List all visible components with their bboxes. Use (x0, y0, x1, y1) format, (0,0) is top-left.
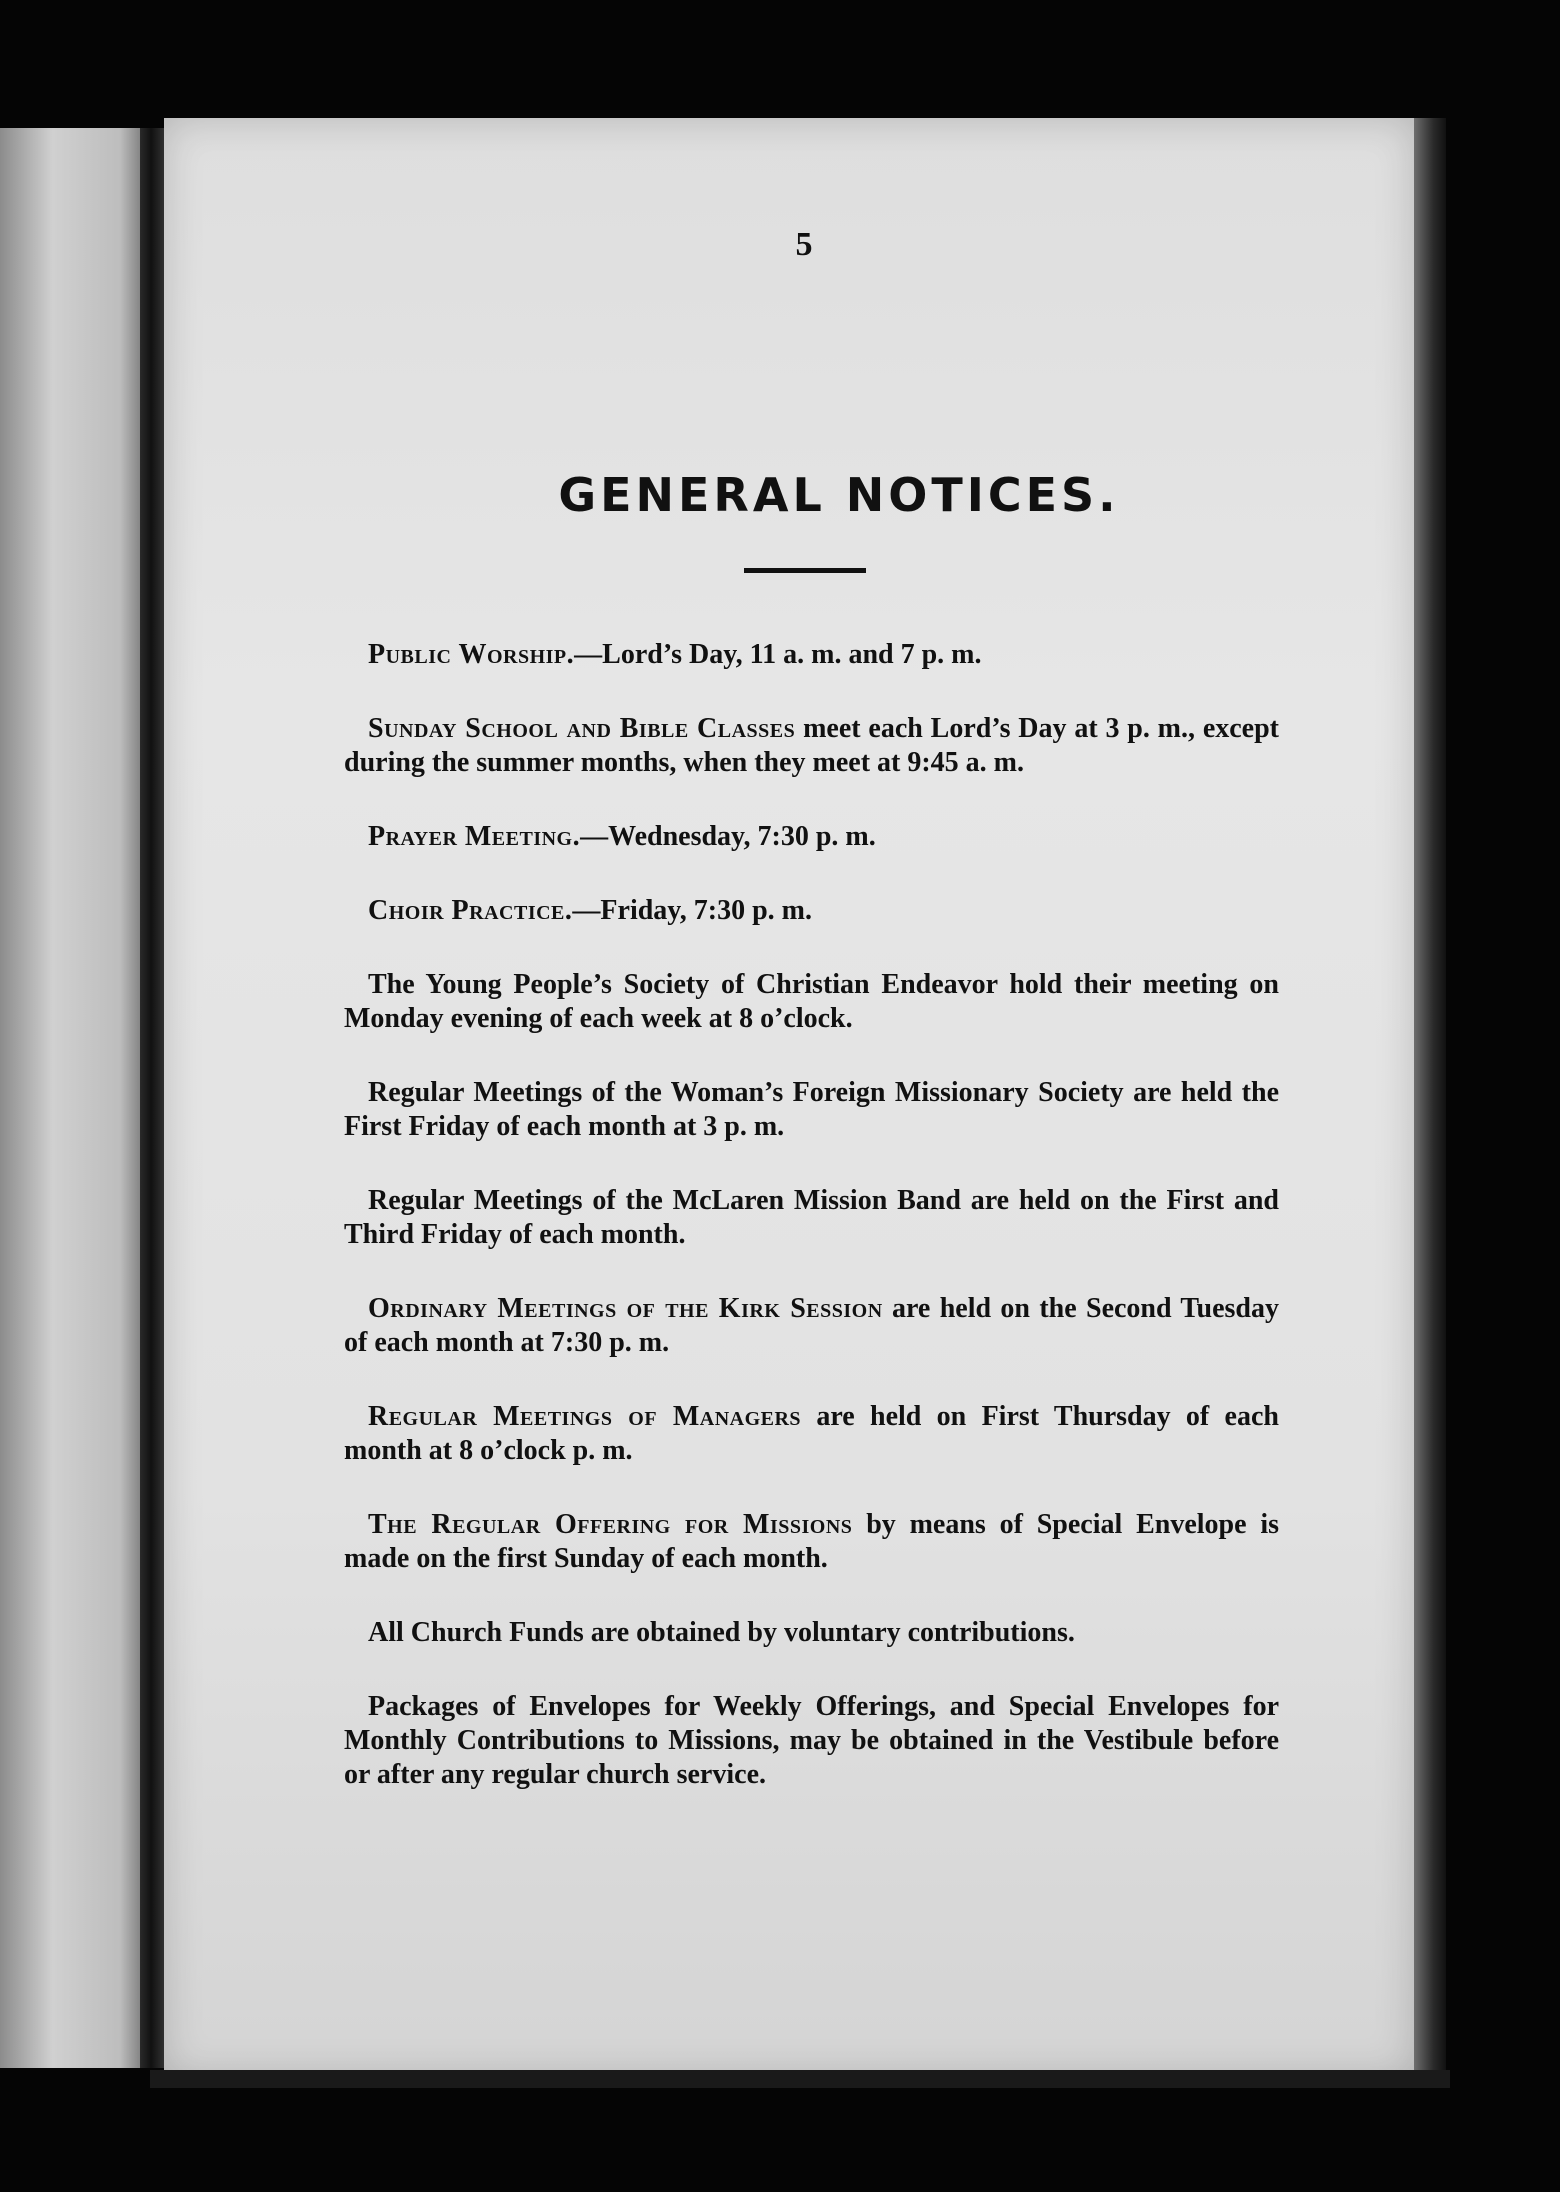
notice-church-funds: All Church Funds are obtained by voluntary contributions. (368, 1617, 1075, 1648)
notice-mission-band: Regular Meetings of the McLaren Mission Band are held on the First and Third Friday of each month. (344, 1185, 1279, 1250)
notice-choir-practice: Choir Practice.—Friday, 7:30 p. m. (368, 895, 812, 926)
notice-christian-endeavor: The Young People’s Society of Christian Endeavor hold their meeting on Monday evening of each week at 8 o’clock. (344, 969, 1279, 1034)
page-stack-edge (1414, 118, 1446, 2078)
notice-prayer-meeting: Prayer Meeting.—Wednesday, 7:30 p. m. (368, 821, 876, 852)
facing-page-edge (0, 128, 150, 2068)
notice-envelopes: Packages of Envelopes for Weekly Offerings, and Special Envelopes for Monthly Contributions to Missions, may be obtained in the Vestibule before or after any regular church service. (344, 1691, 1279, 1790)
page-bottom-shadow (150, 2070, 1450, 2088)
document-page (164, 118, 1414, 2078)
notice-missions-offering: The Regular Offering for Missions by means of Special Envelope is made on the first Sunday of each month. (344, 1509, 1279, 1574)
notice-managers: Regular Meetings of Managers are held on First Thursday of each month at 8 o’clock p. m. (344, 1401, 1279, 1466)
page-title: GENERAL NOTICES. (558, 468, 1120, 522)
title-divider (744, 568, 866, 573)
page-number: 5 (795, 226, 813, 263)
notice-kirk-session: Ordinary Meetings of the Kirk Session are held on the Second Tuesday of each month at 7:30 p. m. (344, 1293, 1279, 1358)
notice-sunday-school: Sunday School and Bible Classes meet each Lord’s Day at 3 p. m., except during the summer months, when they meet at 9:45 a. m. (344, 713, 1279, 778)
notice-missionary-society: Regular Meetings of the Woman’s Foreign Missionary Society are held the First Friday of each month at 3 p. m. (344, 1077, 1279, 1142)
notice-public-worship: Public Worship.—Lord’s Day, 11 a. m. and 7 p. m. (368, 639, 982, 670)
notices-body (344, 638, 1279, 1832)
